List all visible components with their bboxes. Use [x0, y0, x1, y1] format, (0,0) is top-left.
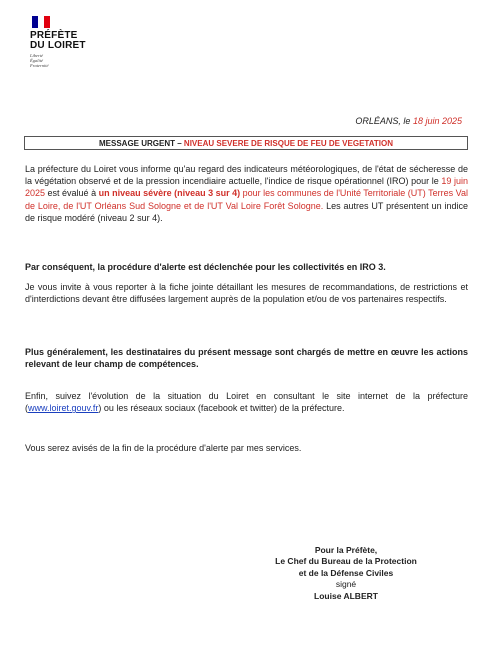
- intro-date: 19 juin 2025: [25, 176, 468, 199]
- document-date: [355, 116, 462, 126]
- signature-line-3: et de la Défense Civiles: [298, 567, 394, 578]
- paragraph-recipients: Plus généralement, les destinataires du présent message sont chargés de mettre en œuvre les actions relevant de leur champ de compétences.: [25, 347, 468, 370]
- urgent-banner: [24, 136, 468, 150]
- republic-motto: [30, 53, 100, 68]
- paragraph-closing: Vous serez avisés de la fin de la procédure d'alerte par mes services.: [25, 443, 302, 453]
- prefecture-name: [30, 31, 100, 51]
- prefecture-website-link[interactable]: www.loiret.gouv.fr: [28, 403, 99, 414]
- follow-text-2: ) ou les réseaux sociaux (facebook et twitter) de la préfecture.: [98, 403, 345, 414]
- date-city: ORLÉANS, le: [355, 116, 411, 126]
- intro-communes: pour les communes de l'Unité Territoriale (UT) Terres Val de Loire, de l'UT Orléans Sud Sologne et de l'UT Val Loire Forêt Sologne.: [25, 188, 468, 211]
- intro-other-ut: Les autres UT présentent un indice de risque modéré (niveau 2 sur 4).: [25, 200, 468, 223]
- motto-liberte: Liberté: [30, 53, 43, 58]
- paragraph-follow: [25, 390, 468, 414]
- intro-text-1: La préfecture du Loiret vous informe qu'au regard des indicateurs météorologiques, de l'état de sécheresse de la végétation observé et de la pression incendiaire actuelle, l'indice de risque opérationnel (IRO) pour le: [25, 164, 468, 187]
- signature-block: [236, 545, 456, 602]
- intro-text-2: est évalué à: [45, 188, 99, 199]
- prefecture-line-2: DU LOIRET: [30, 40, 86, 51]
- date-day: 18 juin 2025: [412, 116, 462, 126]
- signature-signed: signé: [335, 579, 357, 590]
- prefecture-logo: [30, 16, 100, 68]
- paragraph-alert: Par conséquent, la procédure d'alerte est déclenchée pour les collectivités en IRO 3.: [25, 262, 386, 272]
- signature-name: Louise ALBERT: [314, 590, 378, 601]
- motto-fraternite: Fraternité: [30, 63, 49, 68]
- paragraph-invite: Je vous invite à vous reporter à la fiche jointe détaillant les mesures de recommandations, de restrictions et d'interdictions devant être diffusées largement auprès de la population et/ou de vos partenaires respectifs.: [25, 282, 468, 305]
- paragraph-intro: [25, 163, 468, 224]
- follow-text-1: Enfin, suivez l'évolution de la situation du Loiret en consultant le site internet de la préfecture (: [25, 391, 468, 414]
- french-flag-icon: [32, 16, 50, 28]
- motto-egalite: Égalité: [30, 58, 43, 63]
- banner-prefix: MESSAGE URGENT –: [99, 138, 182, 148]
- banner-highlight: NIVEAU SEVERE DE RISQUE DE FEU DE VEGETATION: [183, 138, 393, 148]
- intro-level: un niveau sévère (niveau 3 sur 4): [98, 188, 241, 199]
- signature-line-2: Le Chef du Bureau de la Protection: [275, 556, 417, 567]
- message-body: [25, 163, 468, 453]
- signature-line-1: Pour la Préfète,: [314, 545, 378, 555]
- prefecture-line-1: PRÉFÈTE: [30, 30, 78, 41]
